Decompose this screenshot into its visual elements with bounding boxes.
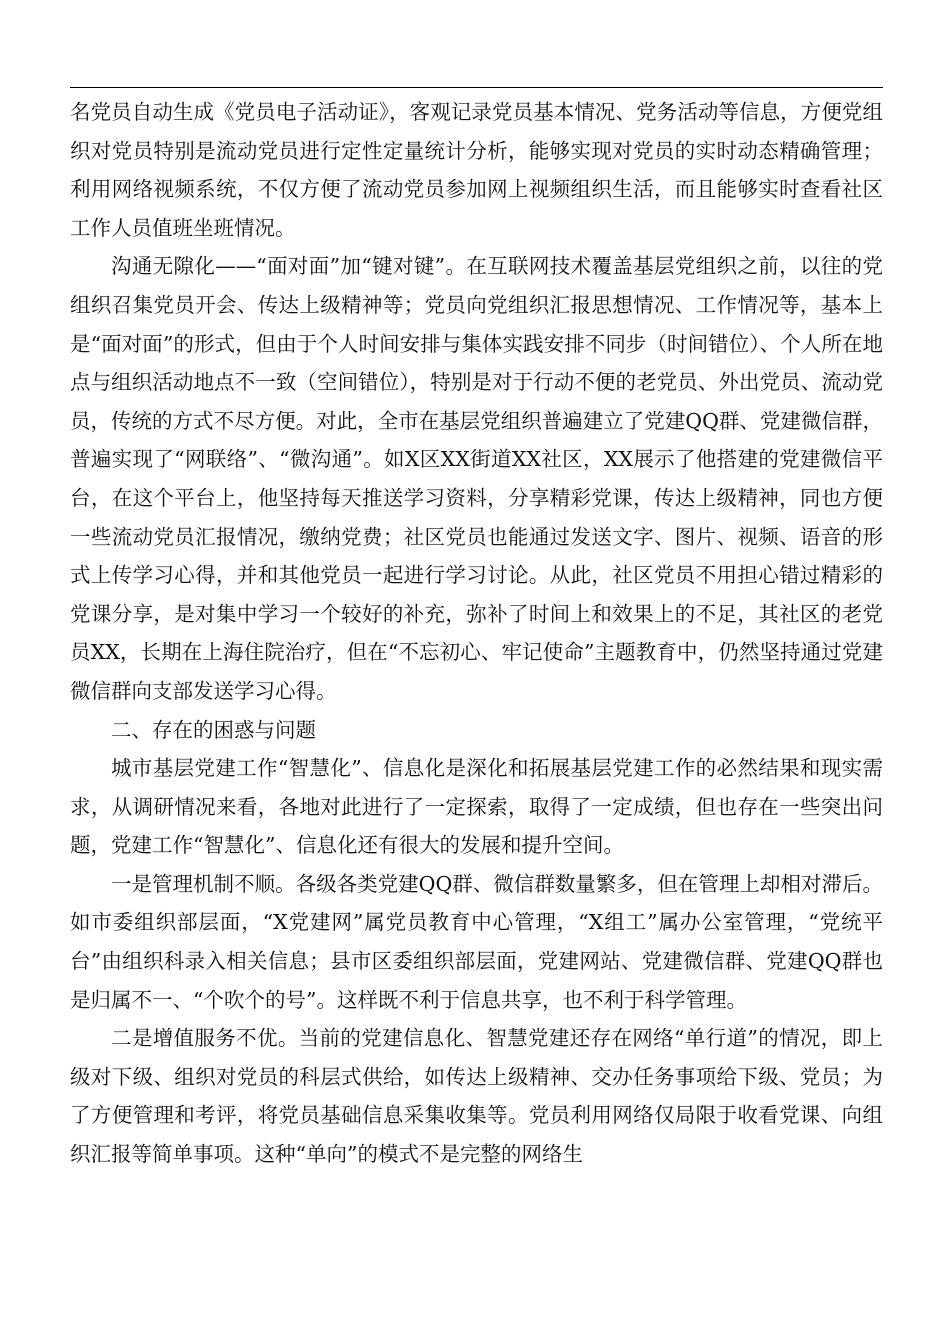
paragraph-continuation: 名党员自动生成《党员电子活动证》，客观记录党员基本情况、党务活动等信息，方便党组织对党员特别是流动党员进行定性定量统计分析，能够实现对党员的实时动态精确管理；利用网络视频系统，不仅方便了流动党员参加网上视频组织生活，而且能够实时查看社区工作人员值班坐班情况。 <box>70 100 883 240</box>
paragraph-communication: 沟通无隙化——“面对面”加“键对键”。在互联网技术覆盖基层党组织之前，以往的党组织召集党员开会、传达上级精神等；党员向党组织汇报思想情况、工作情况等，基本上是“面对面”的形式，但由于个人时间安排与集体实践安排不同步（时间错位）、个人所在地点与组织活动地点不一致（空间错位），特别是对于行动不便的老党员、外出党员、流动党员，传统的方式不尽方便。对此，全市在基层党组织普遍建立了党建QQ群、党建微信群，普遍实现了“网联络”、“微沟通”。如X区XX街道XX社区，XX展示了他搭建的党建微信平台，在这个平台上，他坚持每天推送学习资料，分享精彩党课，传达上级精神，同也方便一些流动党员汇报情况，缴纳党费；社区党员也能通过发送文字、图片、视频、语音的形式上传学习心得，并和其他党员一起进行学习讨论。从此，社区党员不用担心错过精彩的党课分享，是对集中学习一个较好的补充，弥补了时间上和效果上的不足，其社区的老党员XX，长期在上海住院治疗，但在“不忘初心、牢记使命”主题教育中，仍然坚持通过党建微信群向支部发送学习心得。 <box>70 254 883 703</box>
section-heading: 二、存在的困惑与问题 <box>111 717 316 742</box>
paragraph-services: 二是增值服务不优。当前的党建信息化、智慧党建还存在网络“单行道”的情况，即上级对下级、组织对党员的科层式供给，如传达上级精神、交办任务事项给下级、党员；为了方便管理和考评，将党员基础信息采集收集等。党员利用网络仅局限于收看党课、向组织汇报等简单事项。这种“单向”的模式不是完整的网络生 <box>70 1026 883 1167</box>
header-rule <box>70 87 883 88</box>
document-body <box>70 93 883 1174</box>
document-page <box>70 0 883 1344</box>
paragraph-intro: 城市基层党建工作“智慧化”、信息化是深化和拓展基层党建工作的必然结果和现实需求，从调研情况来看，各地对此进行了一定探索，取得了一定成绩，但也存在一些突出问题，党建工作“智慧化”、信息化还有很大的发展和提升空间。 <box>70 756 883 858</box>
paragraph-management: 一是管理机制不顺。各级各类党建QQ群、微信群数量繁多，但在管理上却相对滞后。如市委组织部层面，“X党建网”属党员教育中心管理，“X组工”属办公室管理，“党统平台”由组织科录入相关信息；县市区委组织部层面，党建网站、党建微信群、党建QQ群也是归属不一、“个吹个的号”。这样既不利于信息共享，也不利于科学管理。 <box>70 871 883 1012</box>
